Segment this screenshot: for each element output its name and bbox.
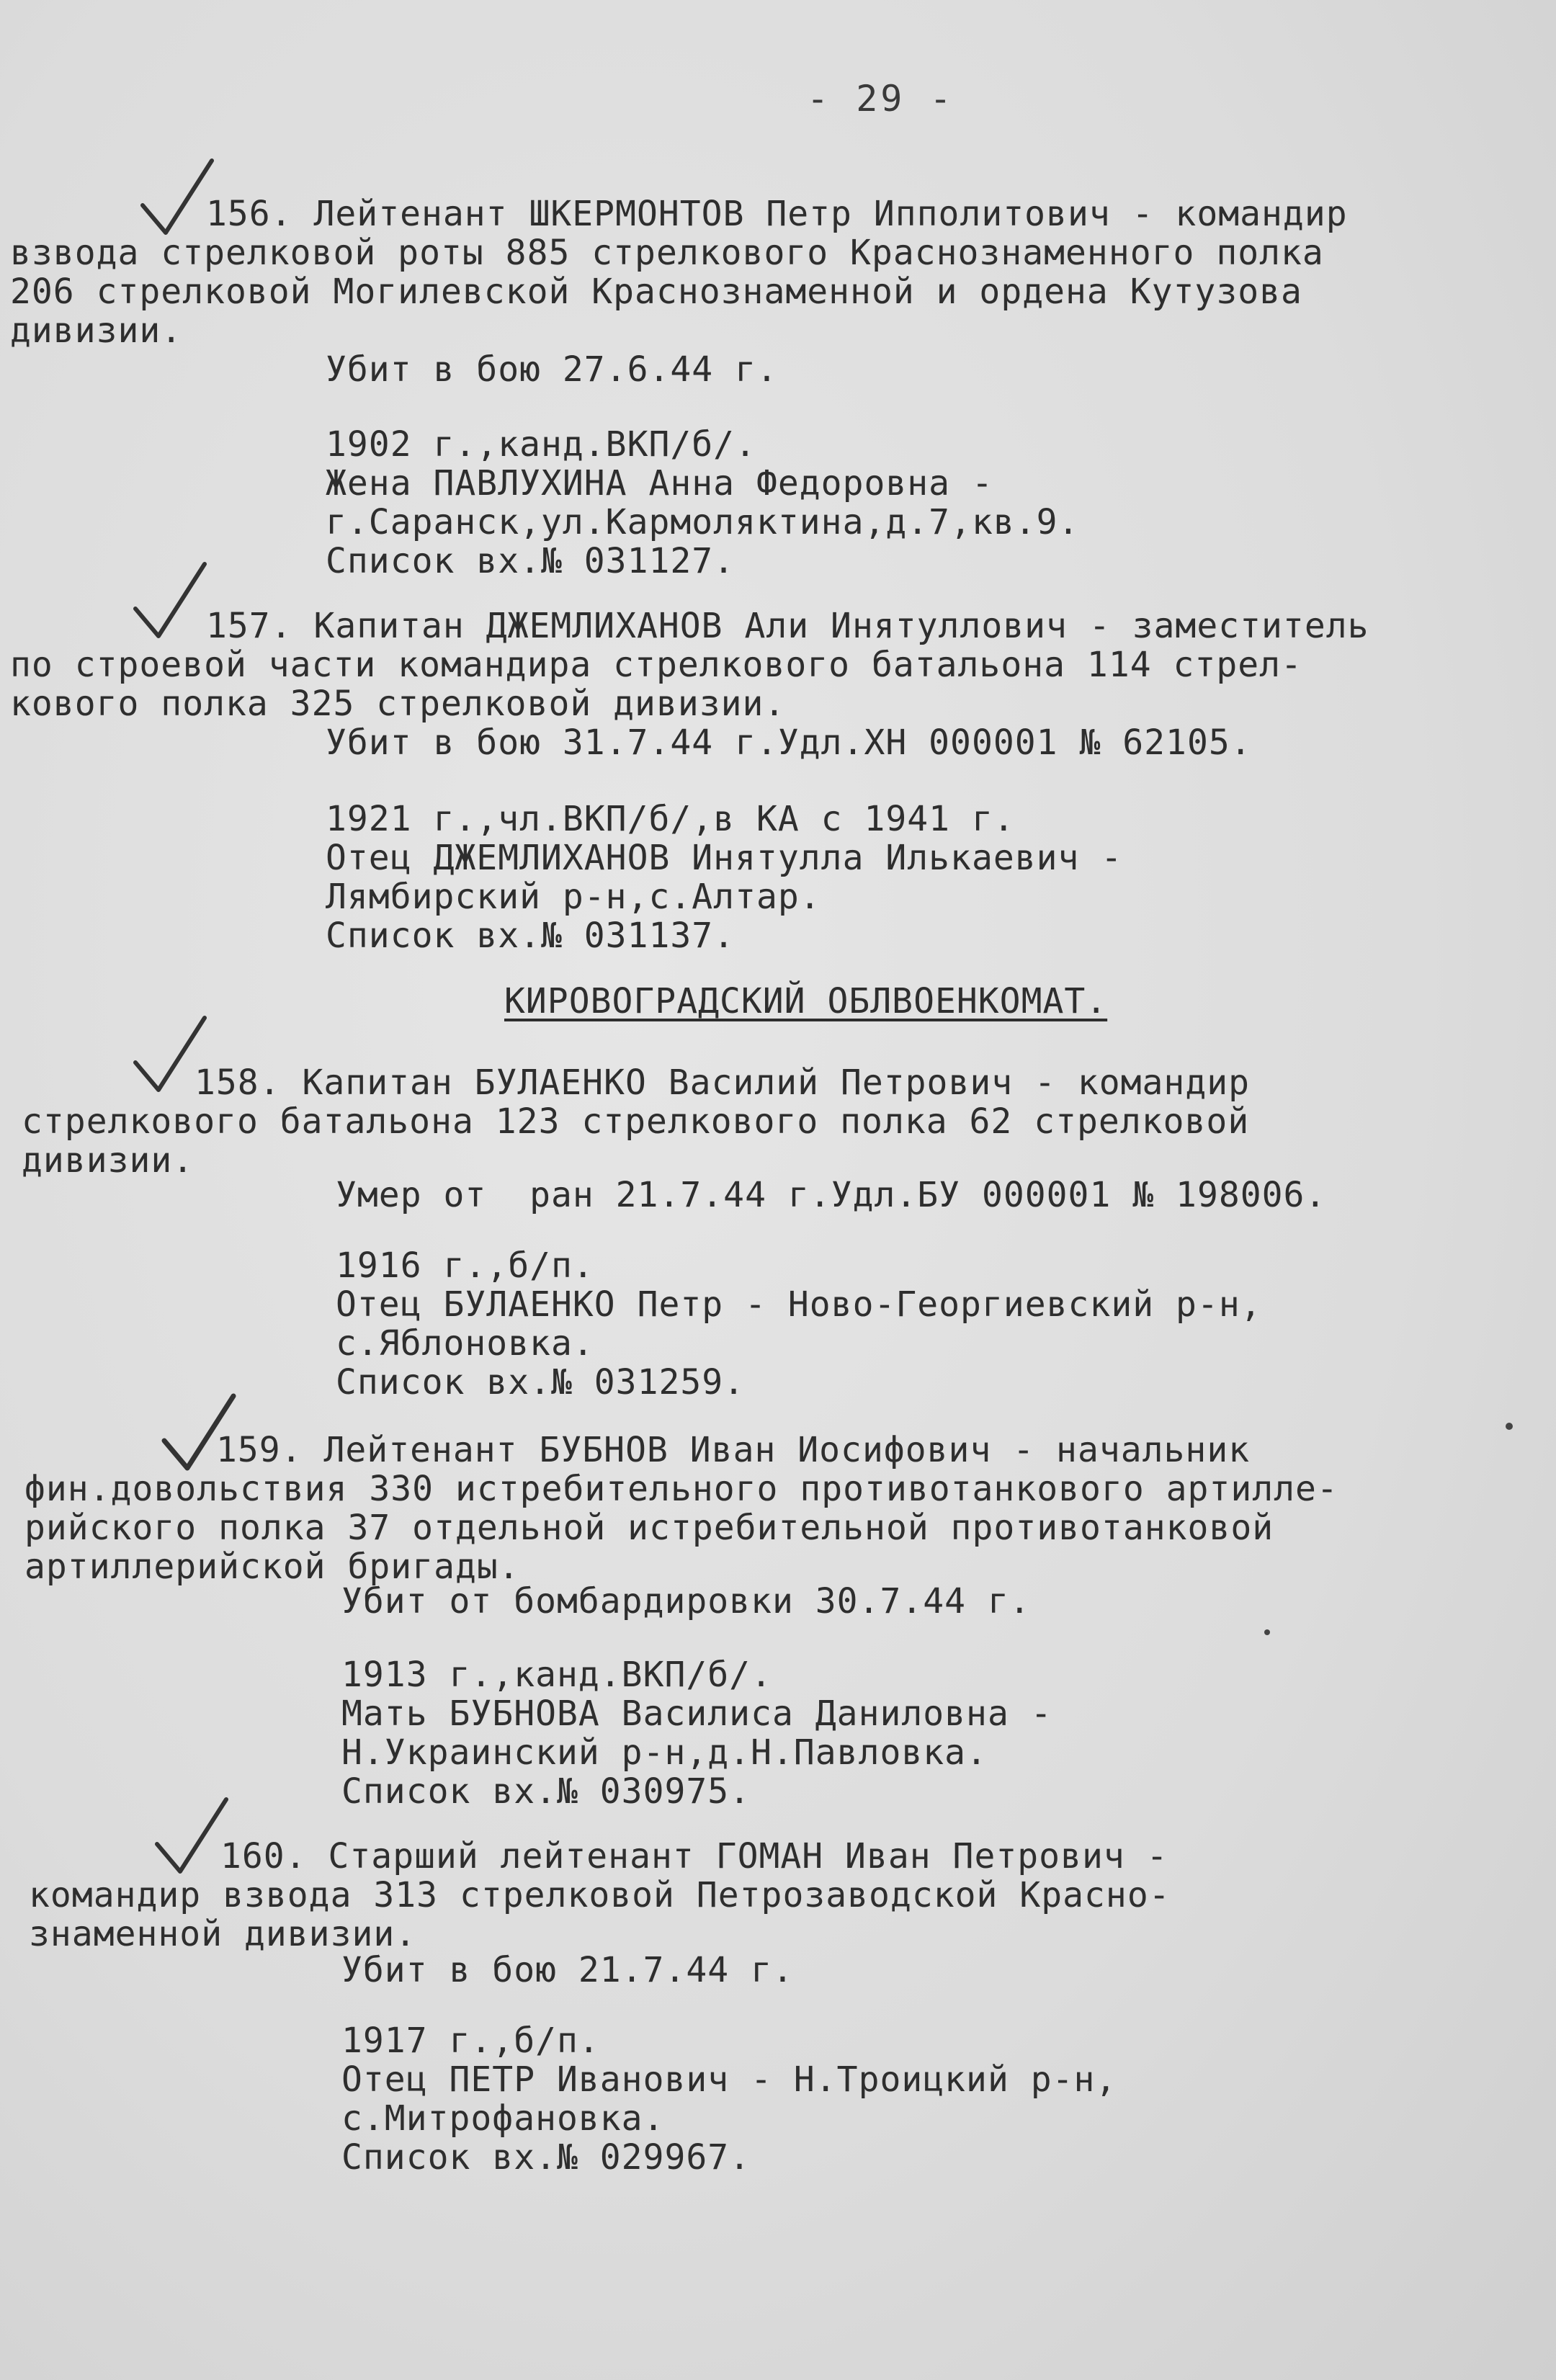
entry-156-line: 206 стрелковой Могилевской Краснознаменной и ордена Кутузова [10, 272, 1302, 312]
checkmark-icon [130, 558, 209, 645]
entry-158-line: с.Яблоновка. [336, 1323, 594, 1364]
entry-159-line: Мать БУБНОВА Василиса Даниловна - [341, 1694, 1052, 1734]
entry-159-line: рийского полка 37 отдельной истребительной противотанковой [24, 1508, 1274, 1548]
entry-157-line: по строевой части командира стрелкового батальона 114 стрел- [10, 645, 1302, 685]
entry-157-line: Отец ДЖЕМЛИХАНОВ Инятулла Илькаевич - [326, 838, 1123, 878]
entry-160-line: командир взвода 313 стрелковой Петрозаводской Красно- [29, 1875, 1171, 1915]
entry-159-line: 1913 г.,канд.ВКП/б/. [341, 1655, 772, 1695]
entry-157-line: 1921 г.,чл.ВКП/б/,в КА с 1941 г. [326, 799, 1015, 839]
entry-158-line: 1916 г.,б/п. [336, 1245, 594, 1286]
stray-mark [1506, 1423, 1513, 1430]
entry-160-line: с.Митрофановка. [341, 2098, 665, 2139]
entry-158-line: дивизии. [22, 1140, 194, 1181]
checkmark-icon [151, 1794, 231, 1880]
entry-159-line: фин.довольствия 330 истребительного противотанкового артилле- [24, 1469, 1338, 1509]
entry-156-line: 1902 г.,канд.ВКП/б/. [326, 424, 756, 465]
entry-160-line: Список вх.№ 029967. [341, 2137, 751, 2178]
entry-156-line: Убит в бою 27.6.44 г. [326, 349, 778, 390]
entry-158-line: стрелкового батальона 123 стрелкового полка 62 стрелковой [22, 1101, 1250, 1142]
entry-156-line: 156. Лейтенант ШКЕРМОНТОВ Петр Ипполитович - командир [206, 194, 1348, 234]
entry-158-line: Список вх.№ 031259. [336, 1362, 746, 1402]
entry-158-line: Умер от ран 21.7.44 г.Удл.БУ 000001 № 198006. [336, 1175, 1327, 1215]
entry-159-line: 159. Лейтенант БУБНОВ Иван Иосифович - начальник [216, 1430, 1251, 1470]
entry-160-line: 1917 г.,б/п. [341, 2021, 600, 2061]
entry-159-line: Список вх.№ 030975. [341, 1771, 751, 1812]
entry-159-line: артиллерийской бригады. [24, 1547, 520, 1587]
checkmark-icon [137, 155, 216, 241]
entry-156-line: Список вх.№ 031127. [326, 541, 735, 581]
entry-160-line: 160. Старший лейтенант ГОМАН Иван Петрович - [220, 1836, 1168, 1876]
entry-159-line: Н.Украинский р-н,д.Н.Павловка. [341, 1732, 988, 1773]
entry-160-line: знаменной дивизии. [29, 1914, 417, 1954]
entry-156-line: г.Саранск,ул.Кармоляктина,д.7,кв.9. [326, 502, 1080, 542]
entry-157-line: Убит в бою 31.7.44 г.Удл.ХН 000001 № 62105. [326, 722, 1252, 763]
entry-156-line: дивизии. [10, 310, 183, 351]
section-heading: КИРОВОГРАДСКИЙ ОБЛВОЕНКОМАТ. [504, 981, 1108, 1021]
page-number: - 29 - [807, 78, 954, 120]
stray-mark [1264, 1629, 1270, 1635]
entry-159-line: Убит от бомбардировки 30.7.44 г. [341, 1581, 1031, 1621]
entry-160-line: Убит в бою 21.7.44 г. [341, 1950, 794, 1990]
entry-157-line: 157. Капитан ДЖЕМЛИХАНОВ Али Инятуллович - заместитель [206, 606, 1369, 646]
entry-158-line: 158. Капитан БУЛАЕНКО Василий Петрович - командир [194, 1062, 1251, 1103]
entry-157-line: Лямбирский р-н,с.Алтар. [326, 877, 821, 917]
entry-160-line: Отец ПЕТР Иванович - Н.Троицкий р-н, [341, 2059, 1117, 2100]
entry-158-line: Отец БУЛАЕНКО Петр - Ново-Георгиевский р-н, [336, 1284, 1262, 1325]
entry-157-line: кового полка 325 стрелковой дивизии. [10, 684, 786, 724]
entry-156-line: Жена ПАВЛУХИНА Анна Федоровна - [326, 463, 993, 504]
entry-157-line: Список вх.№ 031137. [326, 916, 735, 956]
entry-156-line: взвода стрелковой роты 885 стрелкового Краснознаменного полка [10, 233, 1324, 273]
